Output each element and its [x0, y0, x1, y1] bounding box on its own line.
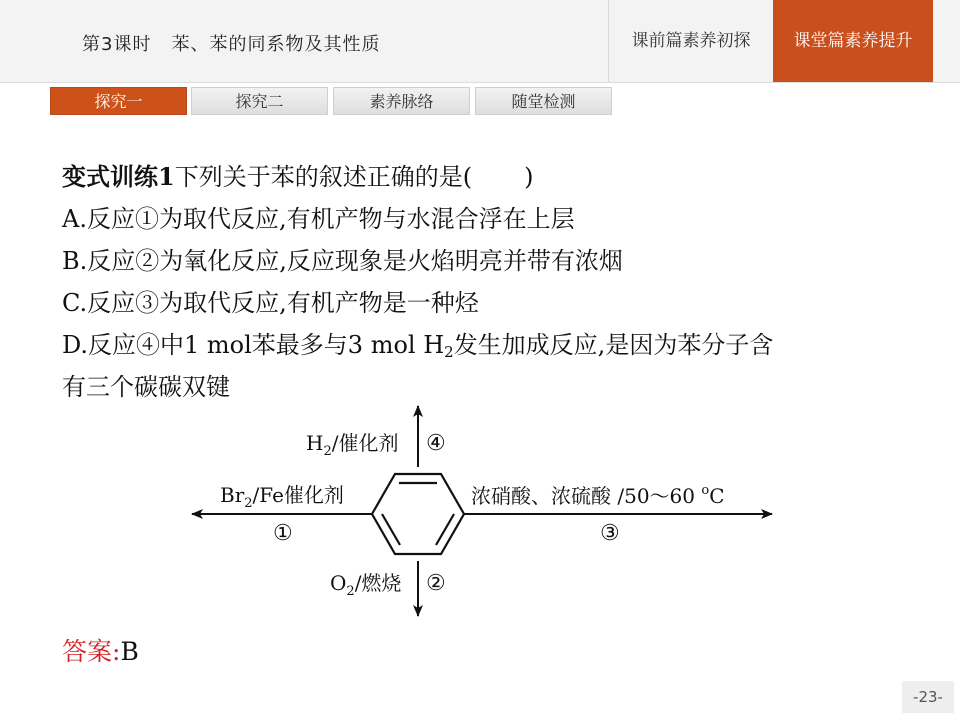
tab-quiz[interactable]: 随堂检测 — [475, 87, 612, 115]
lesson-number: 第3课时 — [82, 34, 152, 55]
answer-label: 答案: — [62, 637, 121, 666]
tab-literacy-map[interactable]: 素养脉络 — [333, 87, 470, 115]
option-a: A.反应①为取代反应,有机产物与水混合浮在上层 — [62, 205, 575, 233]
nav-inclass-button[interactable]: 课堂篇素养提升 — [773, 0, 933, 82]
header-bar — [0, 0, 960, 83]
tab-explore-1[interactable]: 探究一 — [50, 87, 187, 115]
reaction-4-number: ④ — [426, 431, 446, 456]
reaction-1-number: ① — [273, 521, 293, 546]
right-reagent-label: 浓硝酸、浓硫酸 /50～60 $^o$C — [471, 483, 725, 508]
answer-line — [62, 632, 139, 668]
option-d-text-2: 发生加成反应,是因为苯分子含 — [453, 331, 774, 359]
option-d — [62, 324, 902, 366]
question-block — [62, 156, 902, 408]
lesson-title: 苯、苯的同系物及其性质 — [171, 34, 381, 55]
question-stem — [62, 156, 902, 198]
question-stem-text: 下列关于苯的叙述正确的是( — [174, 163, 473, 191]
option-d-subscript: 2 — [444, 343, 454, 361]
bottom-reagent-label: $O_2/$燃烧 — [330, 571, 402, 599]
option-b: B.反应②为氧化反应,反应现象是火焰明亮并带有浓烟 — [62, 247, 623, 275]
page-number: -23- — [902, 681, 954, 713]
tab-explore-2[interactable]: 探究二 — [191, 87, 328, 115]
question-stem-end: ) — [524, 163, 534, 191]
option-d-continued: 有三个碳碳双键 — [62, 373, 230, 401]
reaction-3-number: ③ — [600, 521, 620, 546]
page-title — [82, 30, 380, 56]
left-reagent-label: $Br_2/Fe$催化剂 — [220, 483, 344, 511]
nav-preclass-button[interactable]: 课前篇素养初探 — [609, 0, 773, 82]
option-d-text-1: D.反应④中1 mol苯最多与3 mol H — [62, 331, 445, 359]
reaction-2-number: ② — [426, 571, 446, 596]
answer-value: B — [120, 637, 139, 666]
top-reagent-label: $H_2/$催化剂 — [306, 431, 399, 459]
question-prefix: 变式训练1 — [62, 162, 175, 191]
option-c: C.反应③为取代反应,有机产物是一种烃 — [62, 289, 479, 317]
benzene-ring — [372, 474, 464, 554]
benzene-reaction-diagram — [180, 400, 780, 625]
